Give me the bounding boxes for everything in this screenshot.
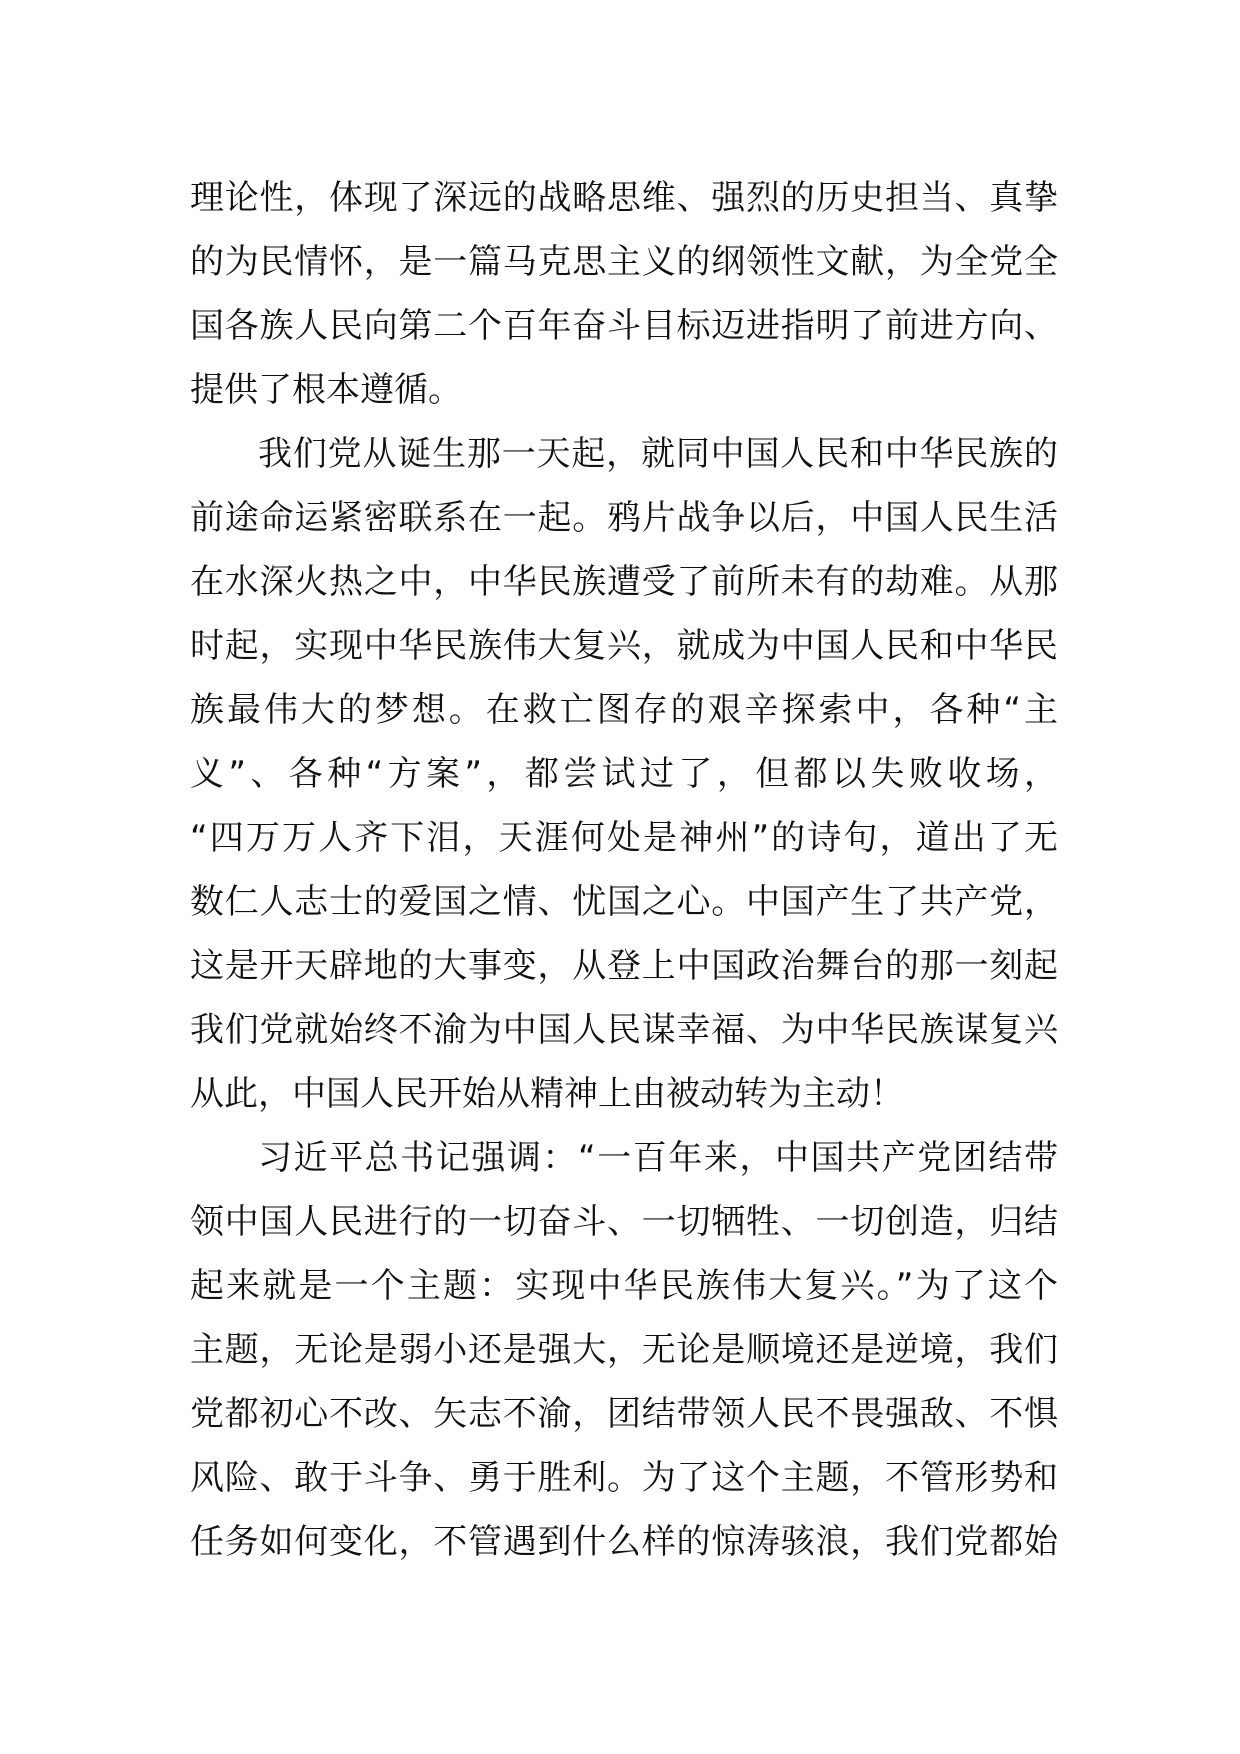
text-line: 理论性，体现了深远的战略思维、强烈的历史担当、真挚 <box>190 178 1058 218</box>
text-line: 在水深火热之中，中华民族遭受了前所未有的劫难。从那 <box>190 562 1058 602</box>
text-line: 任务如何变化，不管遇到什么样的惊涛骇浪，我们党都始 <box>190 1522 1058 1562</box>
text-line: 族最伟大的梦想。在救亡图存的艰辛探索中，各种“主 <box>190 690 1058 730</box>
text-line: 我们党从诞生那一天起，就同中国人民和中华民族的 <box>258 434 1058 474</box>
paragraph-1 <box>190 166 1058 422</box>
text-line: 义”、各种“方案”，都尝试过了，但都以失败收场， <box>190 754 1058 794</box>
text-line: 时起，实现中华民族伟大复兴，就成为中国人民和中华民 <box>190 626 1058 666</box>
document-body <box>190 166 1058 1574</box>
text-line: 国各族人民向第二个百年奋斗目标迈进指明了前进方向、 <box>190 306 1058 346</box>
paragraph-3 <box>190 1126 1058 1574</box>
text-line: 提供了根本遵循。 <box>190 370 462 410</box>
text-line: 主题，无论是弱小还是强大，无论是顺境还是逆境，我们 <box>190 1330 1058 1370</box>
text-line: “四万万人齐下泪，天涯何处是神州”的诗句，道出了无 <box>190 818 1058 858</box>
text-line: 前途命运紧密联系在一起。鸦片战争以后，中国人民生活 <box>190 498 1058 538</box>
text-line: 党都初心不改、矢志不渝，团结带领人民不畏强敌、不惧 <box>190 1394 1058 1434</box>
text-line: 这是开天辟地的大事变，从登上中国政治舞台的那一刻起 <box>190 946 1058 986</box>
paragraph-2 <box>190 422 1058 1126</box>
text-line: 起来就是一个主题：实现中华民族伟大复兴。”为了这个 <box>190 1266 1058 1306</box>
text-line: 领中国人民进行的一切奋斗、一切牺牲、一切创造，归结 <box>190 1202 1058 1242</box>
text-line: 数仁人志士的爱国之情、忧国之心。中国产生了共产党， <box>190 882 1058 922</box>
text-line: 我们党就始终不渝为中国人民谋幸福、为中华民族谋复兴 <box>190 1010 1058 1050</box>
text-line: 从此，中国人民开始从精神上由被动转为主动！ <box>190 1074 904 1114</box>
text-line: 风险、敢于斗争、勇于胜利。为了这个主题，不管形势和 <box>190 1458 1058 1498</box>
text-line: 的为民情怀，是一篇马克思主义的纲领性文献，为全党全 <box>190 242 1058 282</box>
text-line: 习近平总书记强调：“一百年来，中国共产党团结带 <box>258 1138 1058 1178</box>
